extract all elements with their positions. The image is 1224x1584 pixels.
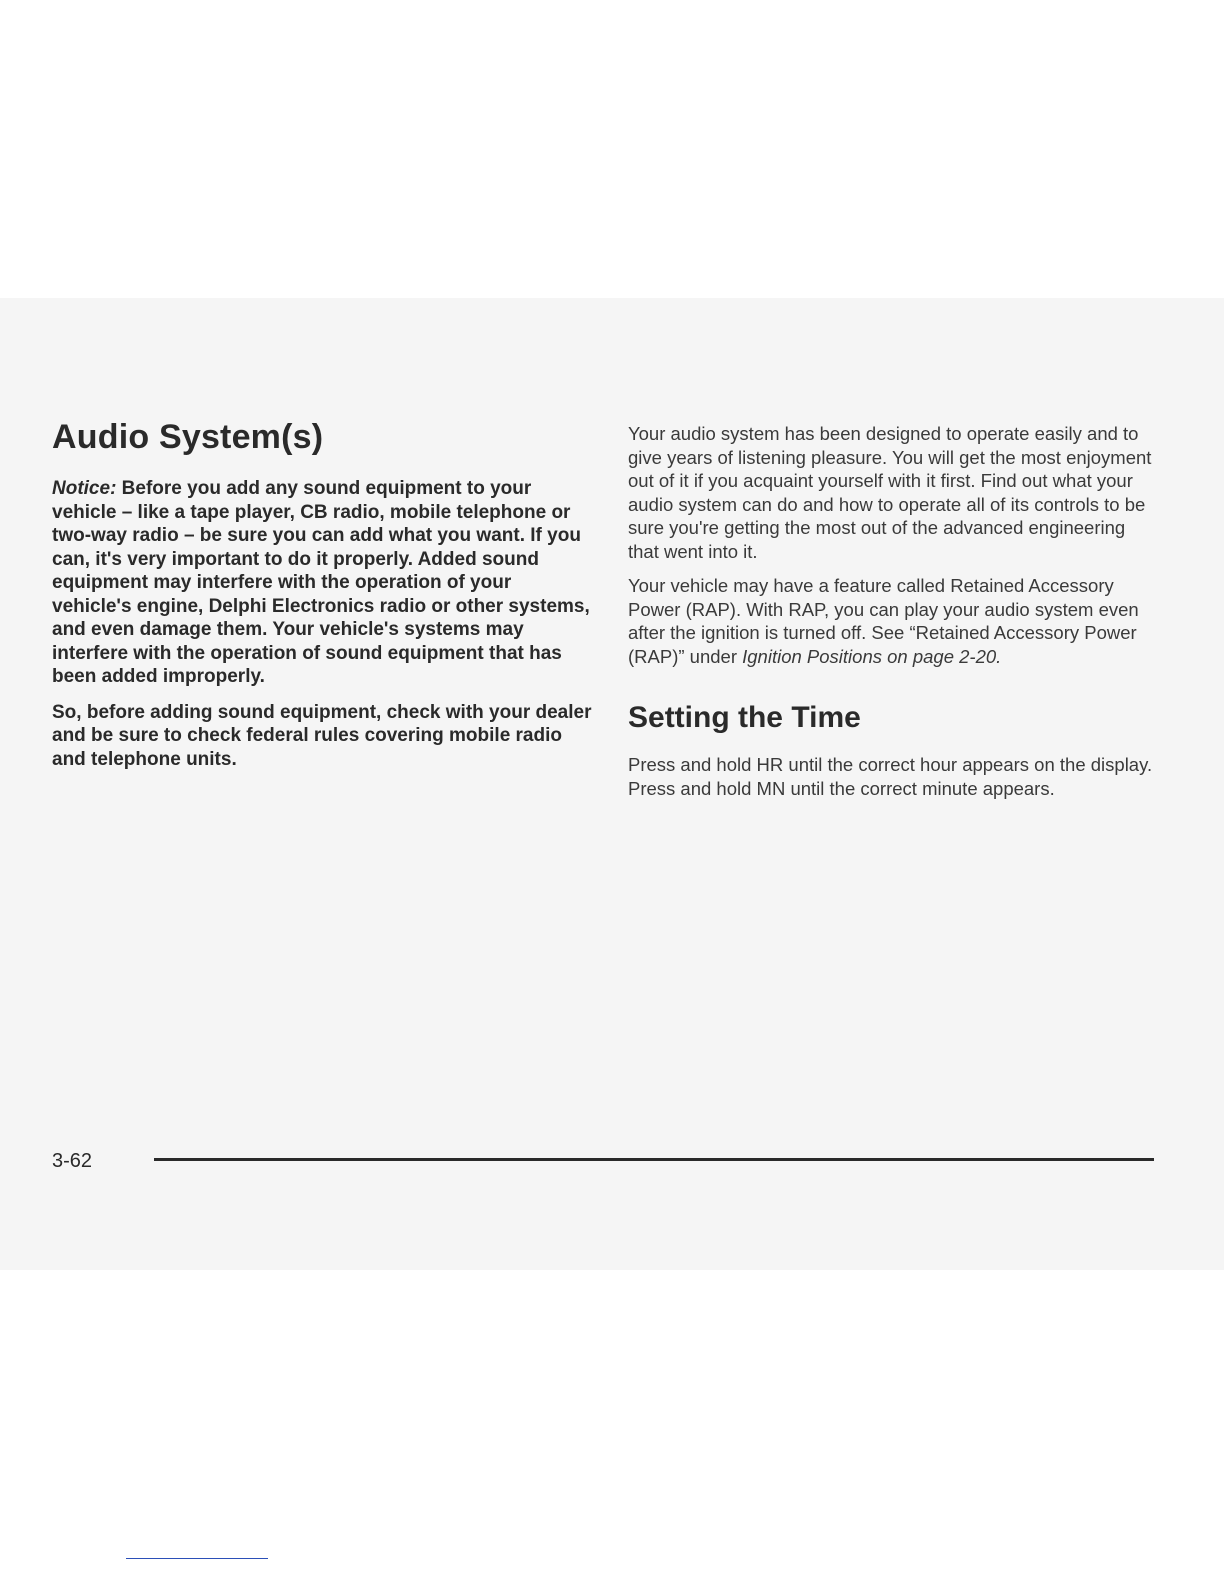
page-number: 3-62 [52,1150,93,1172]
setting-the-time-heading: Setting the Time [628,701,861,734]
audio-systems-heading: Audio System(s) [52,418,324,456]
rap-paragraph [628,574,1158,668]
audio-intro-paragraph: Your audio system has been designed to operate easily and to give years of listening pleasure. You will get the most enjoyment out of it if you acquaint yourself with it first. Find out what your audio system can do and how to operate all of its controls to be sure you're getting the most out of the advanced engineering that went into it. [628,423,1152,562]
ignition-positions-reference[interactable]: Ignition Positions on page 2-20. [742,645,1002,667]
link-underline[interactable] [126,1558,268,1559]
notice-label: Notice: [52,478,117,499]
setting-time-paragraph: Press and hold HR until the correct hour appears on the display. Press and hold MN until the correct minute appears. [628,754,1153,799]
right-column [628,422,1158,811]
left-column [52,418,592,783]
notice-paragraph [52,477,592,689]
rap-text: Your vehicle may have a feature called Retained Accessory Power (RAP). With RAP, you can play your audio system even after the ignition is turned off. See “Retained Accessory Power (RAP)” under [628,575,1139,667]
notice-text: Before you add any sound equipment to your vehicle – like a tape player, CB radio, mobile telephone or two-way radio – be sure you can add what you want. If you can, it's very important to do it properly. Added sound equipment may interfere with the operation of your vehicle's engine, Delphi Electronics radio or other systems, and even damage them. Your vehicle's systems may interfere with the operation of sound equipment that has been added improperly. [52,478,590,687]
dealer-check-paragraph: So, before adding sound equipment, check with your dealer and be sure to check federal rules covering mobile radio and telephone units. [52,701,592,770]
footer-rule [154,1158,1154,1161]
heading-spacer [628,679,1158,701]
